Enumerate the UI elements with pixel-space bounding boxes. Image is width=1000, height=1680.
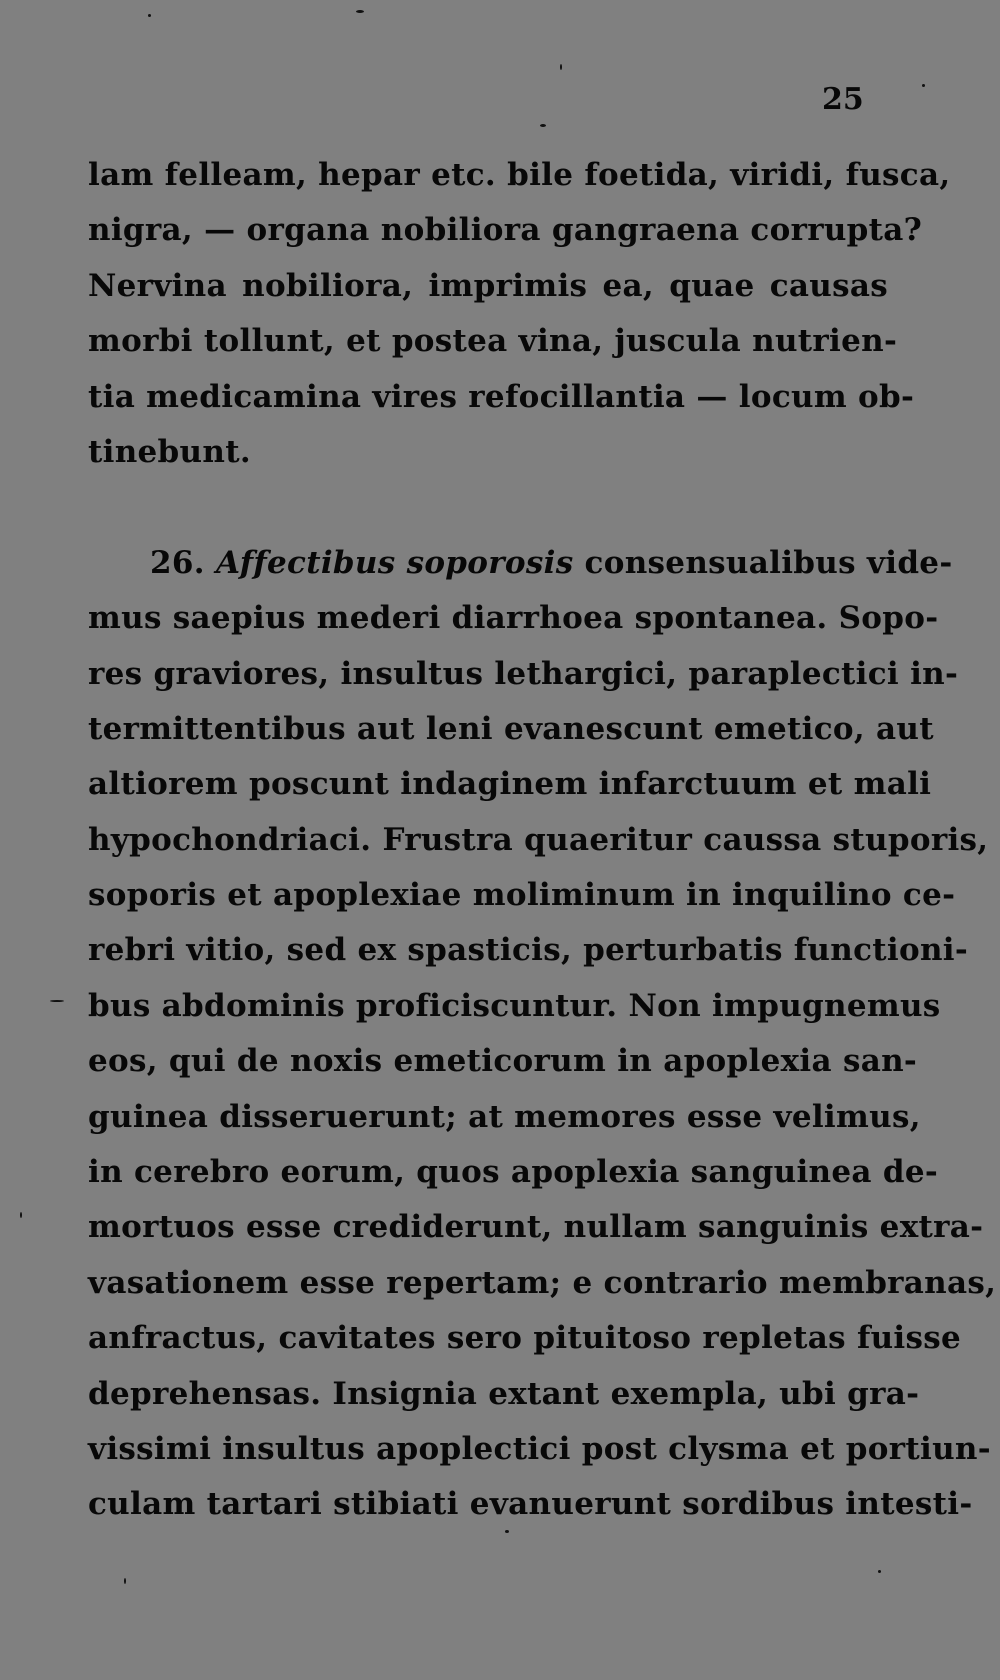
body-text	[88, 148, 997, 1533]
text-line: tinebunt.	[88, 433, 251, 470]
scan-speck	[124, 1578, 126, 1584]
scan-speck	[922, 84, 925, 87]
section-heading: Affectibus soporosis	[215, 544, 574, 581]
scan-speck	[560, 64, 562, 70]
text-line: rebri vitio, sed ex spasticis, perturbatis functioni-	[88, 932, 969, 969]
scan-speck	[878, 1570, 881, 1573]
text-line: nigra, — organa nobiliora gangraena corrupta?	[88, 212, 923, 249]
text-line: termittentibus aut leni evanescunt emetico, aut	[88, 710, 934, 747]
paragraph-gap	[88, 480, 888, 535]
text-line: res graviores, insultus lethargici, paraplectici in-	[88, 655, 959, 692]
text-line: mortuos esse crediderunt, nullam sanguinis extra-	[88, 1209, 984, 1246]
text-line: anfractus, cavitates sero pituitoso repletas fuisse	[88, 1320, 962, 1357]
text-line: guinea disseruerunt; at memores esse velimus,	[88, 1098, 921, 1135]
scan-speck	[20, 1212, 22, 1218]
text-line: hypochondriaci. Frustra quaeritur caussa stuporis,	[88, 821, 989, 858]
text-line: vissimi insultus apoplectici post clysma et portiun-	[88, 1430, 991, 1467]
scan-speck	[505, 1530, 509, 1533]
text-line: tia medicamina vires refocillantia — locum ob-	[88, 378, 915, 415]
text-line: morbi tollunt, et postea vina, juscula nutrien-	[88, 323, 898, 360]
text-line: altiorem poscunt indaginem infarctuum et mali	[88, 766, 932, 803]
scan-speck	[540, 124, 546, 127]
text-line: vasationem esse repertam; e contrario membranas,	[88, 1264, 997, 1301]
scan-speck	[50, 1000, 64, 1002]
text-line: culam tartari stibiati evanuerunt sordibus intesti-	[88, 1486, 973, 1523]
text-line: in cerebro eorum, quos apoplexia sanguinea de-	[88, 1154, 939, 1191]
text-line: eos, qui de noxis emeticorum in apoplexia san-	[88, 1043, 918, 1080]
text-line: deprehensas. Insignia extant exempla, ubi gra-	[88, 1375, 920, 1412]
scan-speck	[148, 14, 151, 17]
text-line: Nervina nobiliora, imprimis ea, quae causas	[88, 267, 888, 304]
page-number: 25	[822, 82, 864, 117]
text-line: mus saepius mederi diarrhoea spontanea. Sopo-	[88, 600, 939, 637]
text-line: bus abdominis proficiscuntur. Non impugnemus	[88, 987, 941, 1024]
text-fragment: consensualibus vide-	[584, 544, 953, 581]
scan-speck	[356, 10, 364, 13]
section-first-line	[88, 536, 953, 591]
section-number: 26.	[150, 544, 205, 581]
text-line: soporis et apoplexiae moliminum in inquilino ce-	[88, 877, 956, 914]
text-line: lam felleam, hepar etc. bile foetida, viridi, fusca,	[88, 157, 951, 193]
